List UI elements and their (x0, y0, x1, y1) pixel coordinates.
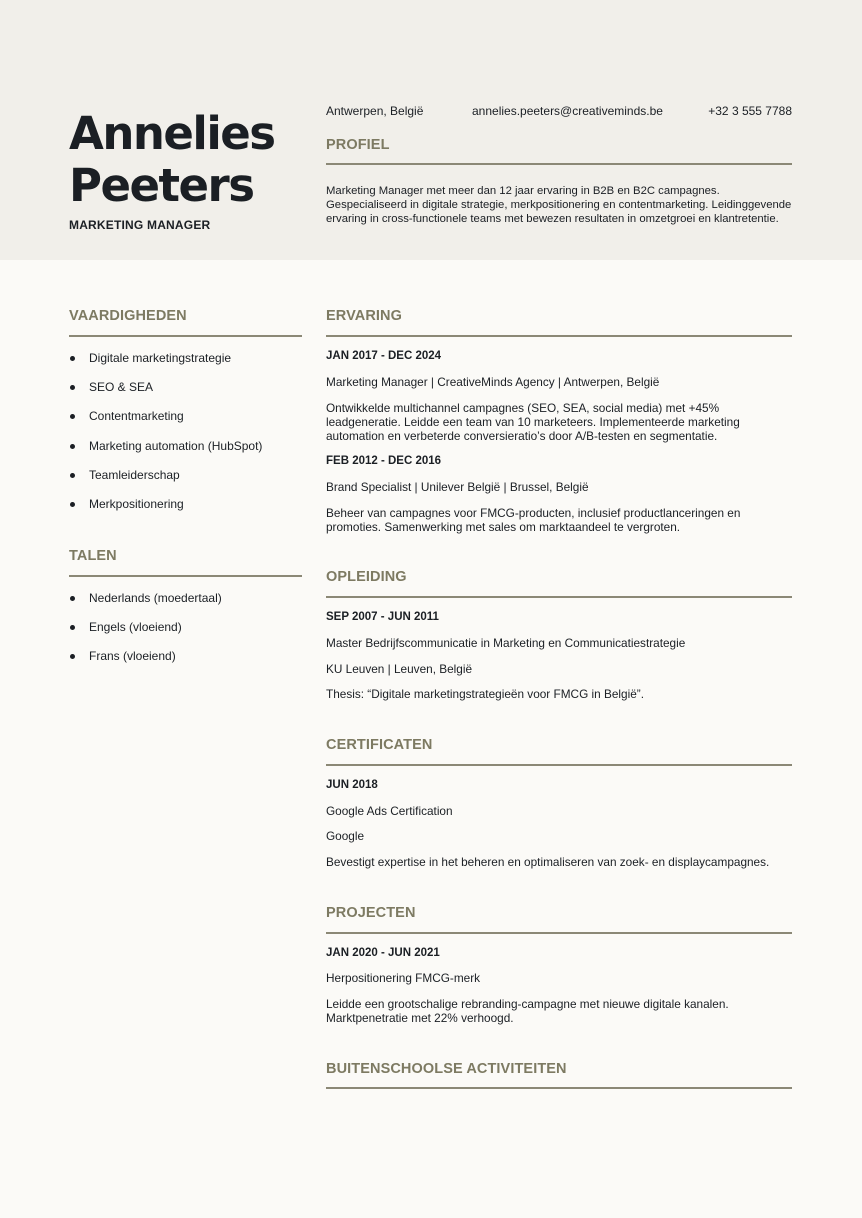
list-item: Digitale marketingstrategie (69, 351, 262, 380)
languages-list (69, 591, 222, 679)
last-name: Peeters (69, 159, 254, 212)
list-item: Nederlands (moedertaal) (69, 591, 222, 620)
profile-text: Marketing Manager met meer dan 12 jaar ervaring in B2B en B2C campagnes. Gespecialiseerd in digitale strategie, merkpositionering en contentmarketing. Leidinggevende ervaring in cross-functionele teams met bewezen resultaten in omzetgroei en klantretentie. (326, 185, 792, 225)
skills-heading: VAARDIGHEDEN (69, 308, 187, 324)
contact-email[interactable]: annelies.peeters@creativeminds.be (472, 104, 663, 118)
list-item: Marketing automation (HubSpot) (69, 439, 262, 468)
projects-heading: PROJECTEN (326, 905, 416, 921)
skills-divider (69, 335, 302, 337)
experience-date: FEB 2012 - DEC 2016 (326, 455, 442, 467)
experience-position: Marketing Manager | CreativeMinds Agency | Antwerpen, België (326, 375, 660, 389)
certificate-date: JUN 2018 (326, 779, 378, 791)
experience-position: Brand Specialist | Unilever België | Brussel, België (326, 480, 589, 494)
education-school: KU Leuven | Leuven, België (326, 662, 473, 676)
project-name: Herpositionering FMCG-merk (326, 971, 481, 985)
contact-location: Antwerpen, België (326, 104, 424, 118)
list-item: Contentmarketing (69, 409, 262, 438)
certificate-description: Bevestigt expertise in het beheren en optimaliseren van zoek- en displaycampagnes. (326, 855, 770, 869)
certificate-name: Google Ads Certification (326, 804, 453, 818)
contact-phone[interactable]: +32 3 555 7788 (708, 104, 792, 118)
languages-divider (69, 575, 302, 577)
education-date: SEP 2007 - JUN 2011 (326, 611, 439, 623)
education-divider (326, 596, 792, 598)
experience-heading: ERVARING (326, 308, 402, 324)
experience-date: JAN 2017 - DEC 2024 (326, 350, 442, 362)
education-degree: Master Bedrijfscommunicatie in Marketing en Communicatiestrategie (326, 636, 686, 650)
list-item: Teamleiderschap (69, 468, 262, 497)
list-item: Merkpositionering (69, 497, 262, 526)
list-item: Engels (vloeiend) (69, 620, 222, 649)
profile-heading: PROFIEL (326, 137, 390, 153)
projects-divider (326, 932, 792, 934)
education-thesis: Thesis: “Digitale marketingstrategieën voor FMCG in België”. (326, 687, 644, 701)
education-heading: OPLEIDING (326, 569, 407, 585)
certificates-divider (326, 764, 792, 766)
list-item: Frans (vloeiend) (69, 649, 222, 678)
certificates-heading: CERTIFICATEN (326, 737, 433, 753)
skills-list (69, 351, 262, 526)
job-title: MARKETING MANAGER (69, 218, 211, 232)
project-date: JAN 2020 - JUN 2021 (326, 947, 440, 959)
candidate-name (69, 108, 275, 212)
extracurricular-divider (326, 1087, 792, 1089)
list-item: SEO & SEA (69, 380, 262, 409)
project-description: Leidde een grootschalige rebranding-campagne met nieuwe digitale kanalen. Marktpenetratie met 22% verhoogd. (326, 997, 729, 1025)
experience-description: Ontwikkelde multichannel campagnes (SEO, SEA, social media) met +45% leadgeneratie. Leidde een team van 10 marketeers. Implementeerde marketing automation en verbeterde conversieratio’s door A/B-testen en segmentatie. (326, 401, 740, 443)
profile-divider (326, 163, 792, 165)
certificate-issuer: Google (326, 829, 365, 843)
extracurricular-heading: BUITENSCHOOLSE ACTIVITEITEN (326, 1061, 567, 1077)
experience-divider (326, 335, 792, 337)
first-name: Annelies (69, 107, 275, 160)
languages-heading: TALEN (69, 548, 117, 564)
experience-description: Beheer van campagnes voor FMCG-producten, inclusief productlanceringen en promoties. Samenwerking met sales om marktaandeel te vergroten. (326, 506, 741, 534)
